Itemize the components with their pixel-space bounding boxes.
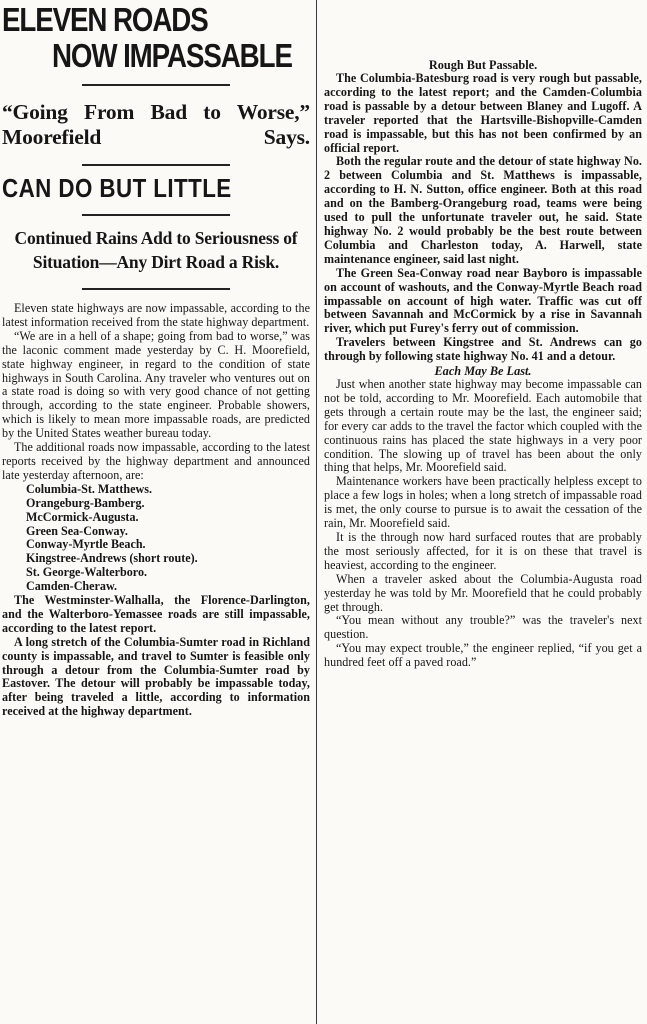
deck-quote <box>2 100 310 150</box>
subhead-rough-but-passable: Rough But Passable. <box>428 58 538 72</box>
deck-divider-3 <box>82 288 230 290</box>
article-paragraph: “You mean without any trouble?” was the traveler's next question. <box>324 613 642 642</box>
article-paragraph: A long stretch of the Columbia-Sumter road in Richland county is impassable, and travel to Sumter is feasible only through a detour from the Columbia-Sumter road by Eastover. The detour will probably be impassable today, after being traveled a little, according to information received at the highway department. <box>2 634 310 719</box>
article-paragraph: Eleven state highways are now impassable, according to the latest information received from the state highway department. <box>2 301 310 329</box>
right-bold-paragraphs <box>324 72 642 364</box>
road-list-item: Kingstree-Andrews (short route). <box>26 551 198 566</box>
impassable-road-list <box>2 483 310 594</box>
headline-line-2: NOW IMPASSABLE <box>52 37 292 74</box>
deck-continued-rains: Continued Rains Add to Seriousness of Situation—Any Dirt Road a Risk. <box>14 228 298 272</box>
road-list-item: Camden-Cheraw. <box>26 579 118 594</box>
article-paragraph: The Westminster-Walhalla, the Florence-Darlington, and the Walterboro-Yemassee roads are still impassable, according to the latest report. <box>2 593 310 635</box>
article-paragraph: When a traveler asked about the Columbia-Augusta road yesterday he was told by Mr. Moorefield that he could probably get through. <box>324 571 642 614</box>
road-list-item: Columbia-St. Matthews. <box>26 481 152 496</box>
headline-line-1: ELEVEN ROADS <box>2 1 208 38</box>
deck-divider-2 <box>82 214 230 216</box>
deck-divider-1 <box>82 164 230 166</box>
article-paragraph: It is the through now hard surfaced routes that are probably the most seriously affected, for it is on these that travel is heaviest, according to the engineer. <box>324 530 642 572</box>
column-rule <box>316 0 317 1024</box>
road-list-item: McCormick-Augusta. <box>26 509 139 524</box>
deck-can-do-but-little: CAN DO BUT LITTLE <box>2 173 232 203</box>
article-paragraph: The Green Sea-Conway road near Bayboro is impassable on account of washouts, and the Conway-Myrtle Beach road impassable on account of high water. Traffic was cut off between Savannah and McCormick by a rise in Savannah river, which put Furey's ferry out of commission. <box>324 265 642 336</box>
article-paragraph: The additional roads now impassable, according to the latest reports received by the highway department and announced late yesterday afternoon, are: <box>2 440 310 482</box>
article-paragraph: The Columbia-Batesburg road is very rough but passable, according to the latest report; and the Camden-Columbia road is passable by a detour between Blaney and Lugoff. A traveler reported that the Hartsville-Bishopville-Camden road is impassable, but this has not been confirmed by an official report. <box>324 71 642 155</box>
article-paragraph: Both the regular route and the detour of state highway No. 2 between Columbia and St. Matthews is impassable, according to H. N. Sutton, office engineer. Both at this road and on the Bamberg-Orangeburg road, teams were being used to pull the unfortunate traveler out, he said. State highway No. 2 would probably be the best route between Columbia and Charleston today, A. Harwell, state maintenance engineer, said last night. <box>324 154 642 266</box>
left-article-body <box>2 302 310 719</box>
headline-divider <box>82 84 230 86</box>
road-list-item: Conway-Myrtle Beach. <box>26 537 146 552</box>
road-list-item: Green Sea-Conway. <box>26 523 128 538</box>
article-paragraph: “You may expect trouble,” the engineer replied, “if you get a hundred feet off a paved road.” <box>324 641 642 670</box>
deck-quote-text: “Going From Bad to Worse,” Moorefield Says. <box>2 100 310 149</box>
article-paragraph: “We are in a hell of a shape; going from bad to worse,” was the laconic comment made yesterday by C. H. Moorefield, state highway engineer, in regard to the condition of state highways in South Carolina. Any traveler who ventures out on a state road is doing so with very good chance of not getting through, according to the state engineer. Probable showers, which is likely to mean more impassable roads, are predicted by the United States weather bureau today. <box>2 328 310 441</box>
article-paragraph: Travelers between Kingstree and St. Andrews can go through by following state highway No. 41 and a detour. <box>324 335 642 364</box>
road-list-item: St. George-Walterboro. <box>26 565 148 580</box>
left-column <box>2 0 310 1024</box>
article-paragraph: Just when another state highway may become impassable can not be told, according to Mr. Moorefield. Each automobile that gets through a certain route may be the last, the engineer said; for every car adds to the travel the factor which coupled with the continuous rains has placed the state highways in a very poor condition. The slowing up of travel has been about the only thing that helps, Mr. Moorefield said. <box>324 377 642 475</box>
road-list-item: Orangeburg-Bamberg. <box>26 495 145 510</box>
right-column <box>324 58 642 1024</box>
subhead-each-may-be-last: Each May Be Last. <box>434 364 532 379</box>
article-paragraph: Maintenance workers have been practically helpless except to place a few logs in holes; when a long stretch of impassable road is met, the only course to pursue is to await the cessation of the rain, Mr. Moorefield said. <box>324 474 642 531</box>
left-bold-paragraphs <box>2 594 310 719</box>
